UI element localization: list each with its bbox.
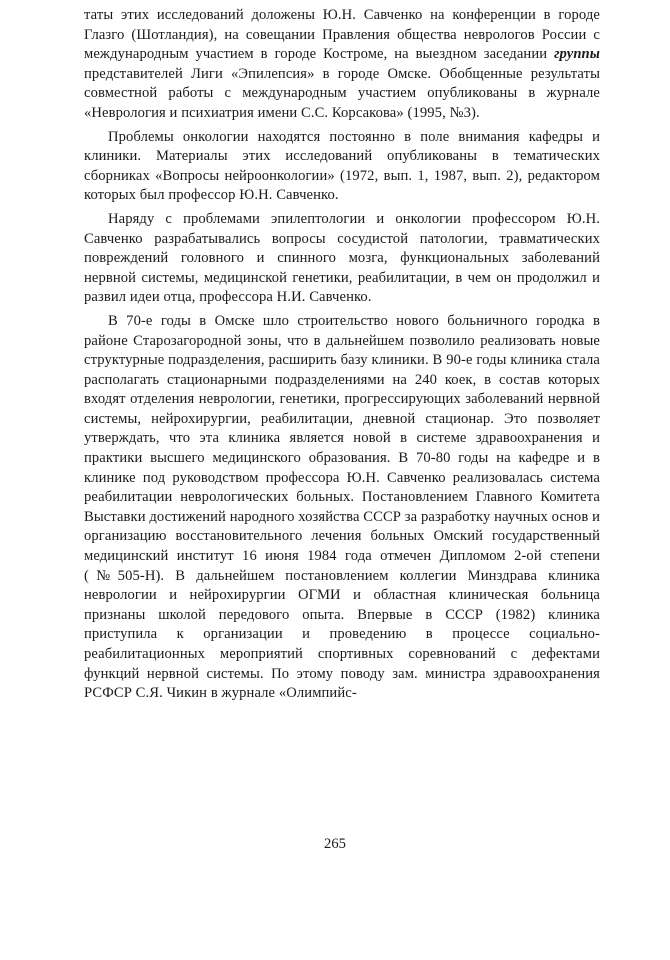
paragraph-4: В 70-е годы в Омске шло строительство нового больничного городка в районе Старозагородной зоны, что в дальнейшем позволило реализовать новые структурные подразделения, расширить базу клиники. В 90-е годы клиника стала располагать стационарными подразделениями на 240 коек, в состав которых входят отделения неврологии, генетики, прогрессирующих заболеваний нервной системы, нейрохирургии, реабилитации, дневной стационар. Это позволяет утверждать, что эта клиника является новой в системе здравоохранения и практики высшего медицинского образования. В 70-80 годы на кафедре и в клинике под руководством профессора Ю.Н. Савченко реализовалась система реабилитации неврологических больных. Постановлением Главного Комитета Выставки достижений народного хозяйства СССР за разработку научных основ и организацию восстановительного лечения больных Омский государственный медицинский институт 16 июня 1984 года отмечен Дипломом 2-ой степени (№505-Н). В дальнейшем постановлением коллегии Минздрава клиника неврологии и нейрохирургии ОГМИ и областная клиническая больница признаны школой передового опыта. Впервые в СССР (1982) клиника приступила к организации и проведению в процессе социально-реабилитационных мероприятий спортивных соревнований с дефектами функций нервной системы. По этому поводу зам. министра здравоохранения РСФСР С.Я. Чикин в журнале «Олимпийс- [84, 312, 600, 702]
paragraph-2: Проблемы онкологии находятся постоянно в поле внимания кафедры и клиники. Материалы этих исследований опубликованы в тематических сборниках «Вопросы нейроонкологии» (1972, вып. 1, 1987, вып. 2), редактором которых был профессор Ю.Н. Савченко. [84, 128, 600, 204]
paragraph-1-text-start: таты этих исследований доложены Ю.Н. Савченко на конференции в городе Глазго (Шотландия), на совещании Правления общества неврологов России с международным участием в городе Костроме, на выездном заседании [84, 7, 600, 63]
paragraph-1 [84, 6, 600, 124]
page-number: 265 [324, 836, 346, 852]
paragraph-1-text-end: представителей Лиги «Эпилепсия» в городе Омске. Обобщенные результаты совместной работы с международным участием опубликованы в журнале «Неврология и психиатрия имени С.С. Корсакова» (1995, №3). [84, 65, 600, 121]
paragraph-3: Наряду с проблемами эпилептологии и онкологии профессором Ю.Н. Савченко разрабатывались вопросы сосудистой патологии, травматических повреждений головного и спинного мозга, функциональных заболеваний нервной системы, медицинской генетики, реабилитации, в чем он продолжил и развил идеи отца, профессора Н.И. Савченко. [84, 210, 600, 306]
paragraph-1-emphasis: группы [554, 46, 600, 63]
page-body [84, 6, 600, 704]
